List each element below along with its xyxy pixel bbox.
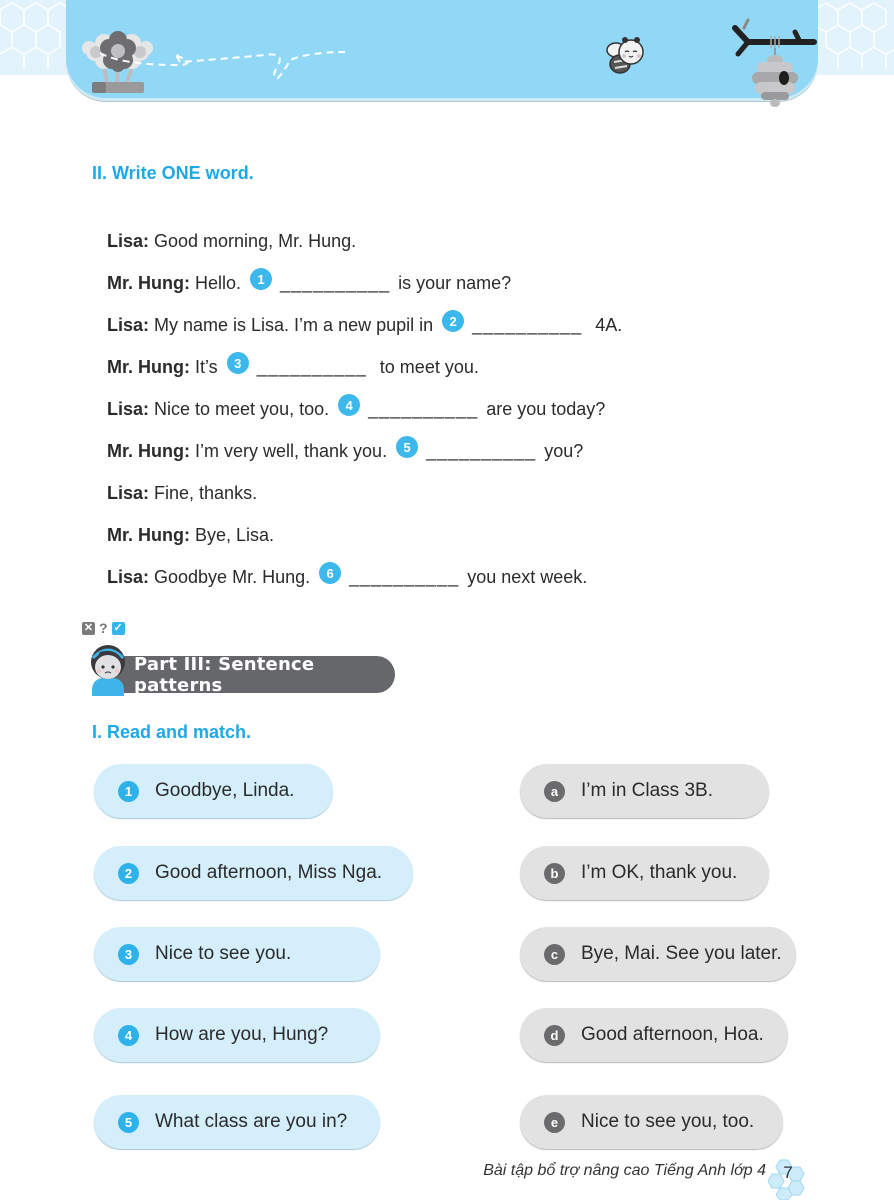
page-number: 7 <box>783 1163 793 1182</box>
line-text-after: 4A. <box>590 314 623 335</box>
dialogue-line <box>107 388 807 430</box>
question-number-badge: 1 <box>250 268 272 290</box>
match-text: Goodbye, Linda. <box>155 780 295 801</box>
question-number-badge: 2 <box>442 310 464 332</box>
part-banner: Part III: Sentence patterns <box>112 656 395 693</box>
section-title-write-one-word: II. Write ONE word. <box>92 163 254 183</box>
dialogue-line <box>107 262 807 304</box>
letter-badge: e <box>544 1112 565 1133</box>
match-text: Nice to see you. <box>155 943 292 964</box>
dialogue-line <box>107 430 807 472</box>
section-title-read-and-match: I. Read and match. <box>92 722 252 742</box>
speaker-name: Mr. Hung: <box>107 440 190 461</box>
number-badge: 3 <box>118 944 139 965</box>
part-icons <box>82 622 125 635</box>
line-text: Nice to meet you, too. <box>154 398 330 419</box>
speaker-name: Lisa: <box>107 566 150 587</box>
speaker-name: Mr. Hung: <box>107 524 190 545</box>
question-number-badge: 3 <box>227 352 249 374</box>
line-text: Hello. <box>195 272 242 293</box>
letter-badge: a <box>544 781 565 802</box>
check-box-icon: ✓ <box>113 622 123 634</box>
answer-blank[interactable]: __________ <box>368 398 479 419</box>
match-item-left[interactable] <box>94 846 413 900</box>
speaker-name: Lisa: <box>107 482 150 503</box>
line-text: Goodbye Mr. Hung. <box>154 566 311 587</box>
answer-blank[interactable]: __________ <box>349 566 460 587</box>
flower-icon <box>82 31 153 93</box>
question-icon: ? <box>99 620 108 636</box>
speaker-name: Lisa: <box>107 314 150 335</box>
dialogue-line <box>107 220 807 262</box>
student-avatar-icon <box>84 640 132 696</box>
line-text-after: to meet you. <box>374 356 479 377</box>
line-text: It’s <box>195 356 218 377</box>
match-text: I’m OK, thank you. <box>581 862 738 883</box>
dialogue-line <box>107 472 807 514</box>
letter-badge: c <box>544 944 565 965</box>
match-text: Nice to see you, too. <box>581 1111 755 1132</box>
bee-icon <box>607 37 643 73</box>
line-text: Bye, Lisa. <box>195 524 275 545</box>
line-text-after: is your name? <box>398 272 512 293</box>
beehive-icon <box>735 20 814 107</box>
match-item-right[interactable] <box>520 846 769 900</box>
dialogue-line <box>107 514 807 556</box>
match-text: What class are you in? <box>155 1111 348 1132</box>
dialogue-line <box>107 304 807 346</box>
answer-blank[interactable]: __________ <box>472 314 583 335</box>
line-text: I’m very well, thank you. <box>195 440 388 461</box>
number-badge: 1 <box>118 781 139 802</box>
line-text-after: are you today? <box>486 398 606 419</box>
number-badge: 2 <box>118 863 139 884</box>
line-text-after: you? <box>544 440 584 461</box>
match-text: Good afternoon, Hoa. <box>581 1024 764 1045</box>
speaker-name: Lisa: <box>107 398 150 419</box>
match-text: Good afternoon, Miss Nga. <box>155 862 383 883</box>
speaker-name: Lisa: <box>107 230 150 251</box>
match-text: I’m in Class 3B. <box>581 780 713 801</box>
x-box-icon: ✕ <box>83 622 94 634</box>
question-number-badge: 5 <box>396 436 418 458</box>
number-badge: 5 <box>118 1112 139 1133</box>
match-item-left[interactable] <box>94 764 333 818</box>
answer-blank[interactable]: __________ <box>256 356 367 377</box>
line-text: My name is Lisa. I’m a new pupil in <box>154 314 434 335</box>
book-title: Bài tập bổ trợ nâng cao Tiếng Anh lớp 4 <box>483 1162 766 1179</box>
match-item-right[interactable] <box>520 1095 783 1149</box>
match-item-right[interactable] <box>520 764 769 818</box>
match-item-left[interactable] <box>94 1008 380 1062</box>
dialogue-line <box>107 556 807 598</box>
question-number-badge: 6 <box>319 562 341 584</box>
letter-badge: b <box>544 863 565 884</box>
speaker-name: Mr. Hung: <box>107 272 190 293</box>
dialogue <box>107 220 807 598</box>
dialogue-line <box>107 346 807 388</box>
match-text: Bye, Mai. See you later. <box>581 943 782 964</box>
number-badge: 4 <box>118 1025 139 1046</box>
line-text-after: you next week. <box>467 566 588 587</box>
answer-blank[interactable]: __________ <box>280 272 391 293</box>
match-text: How are you, Hung? <box>155 1024 329 1045</box>
question-number-badge: 4 <box>338 394 360 416</box>
header-illustration <box>0 0 894 115</box>
match-item-right[interactable] <box>520 927 796 981</box>
answer-blank[interactable]: __________ <box>426 440 537 461</box>
letter-badge: d <box>544 1025 565 1046</box>
line-text: Good morning, Mr. Hung. <box>154 230 357 251</box>
match-item-right[interactable] <box>520 1008 788 1062</box>
match-item-left[interactable] <box>94 927 380 981</box>
speaker-name: Mr. Hung: <box>107 356 190 377</box>
match-item-left[interactable] <box>94 1095 380 1149</box>
line-text: Fine, thanks. <box>154 482 258 503</box>
